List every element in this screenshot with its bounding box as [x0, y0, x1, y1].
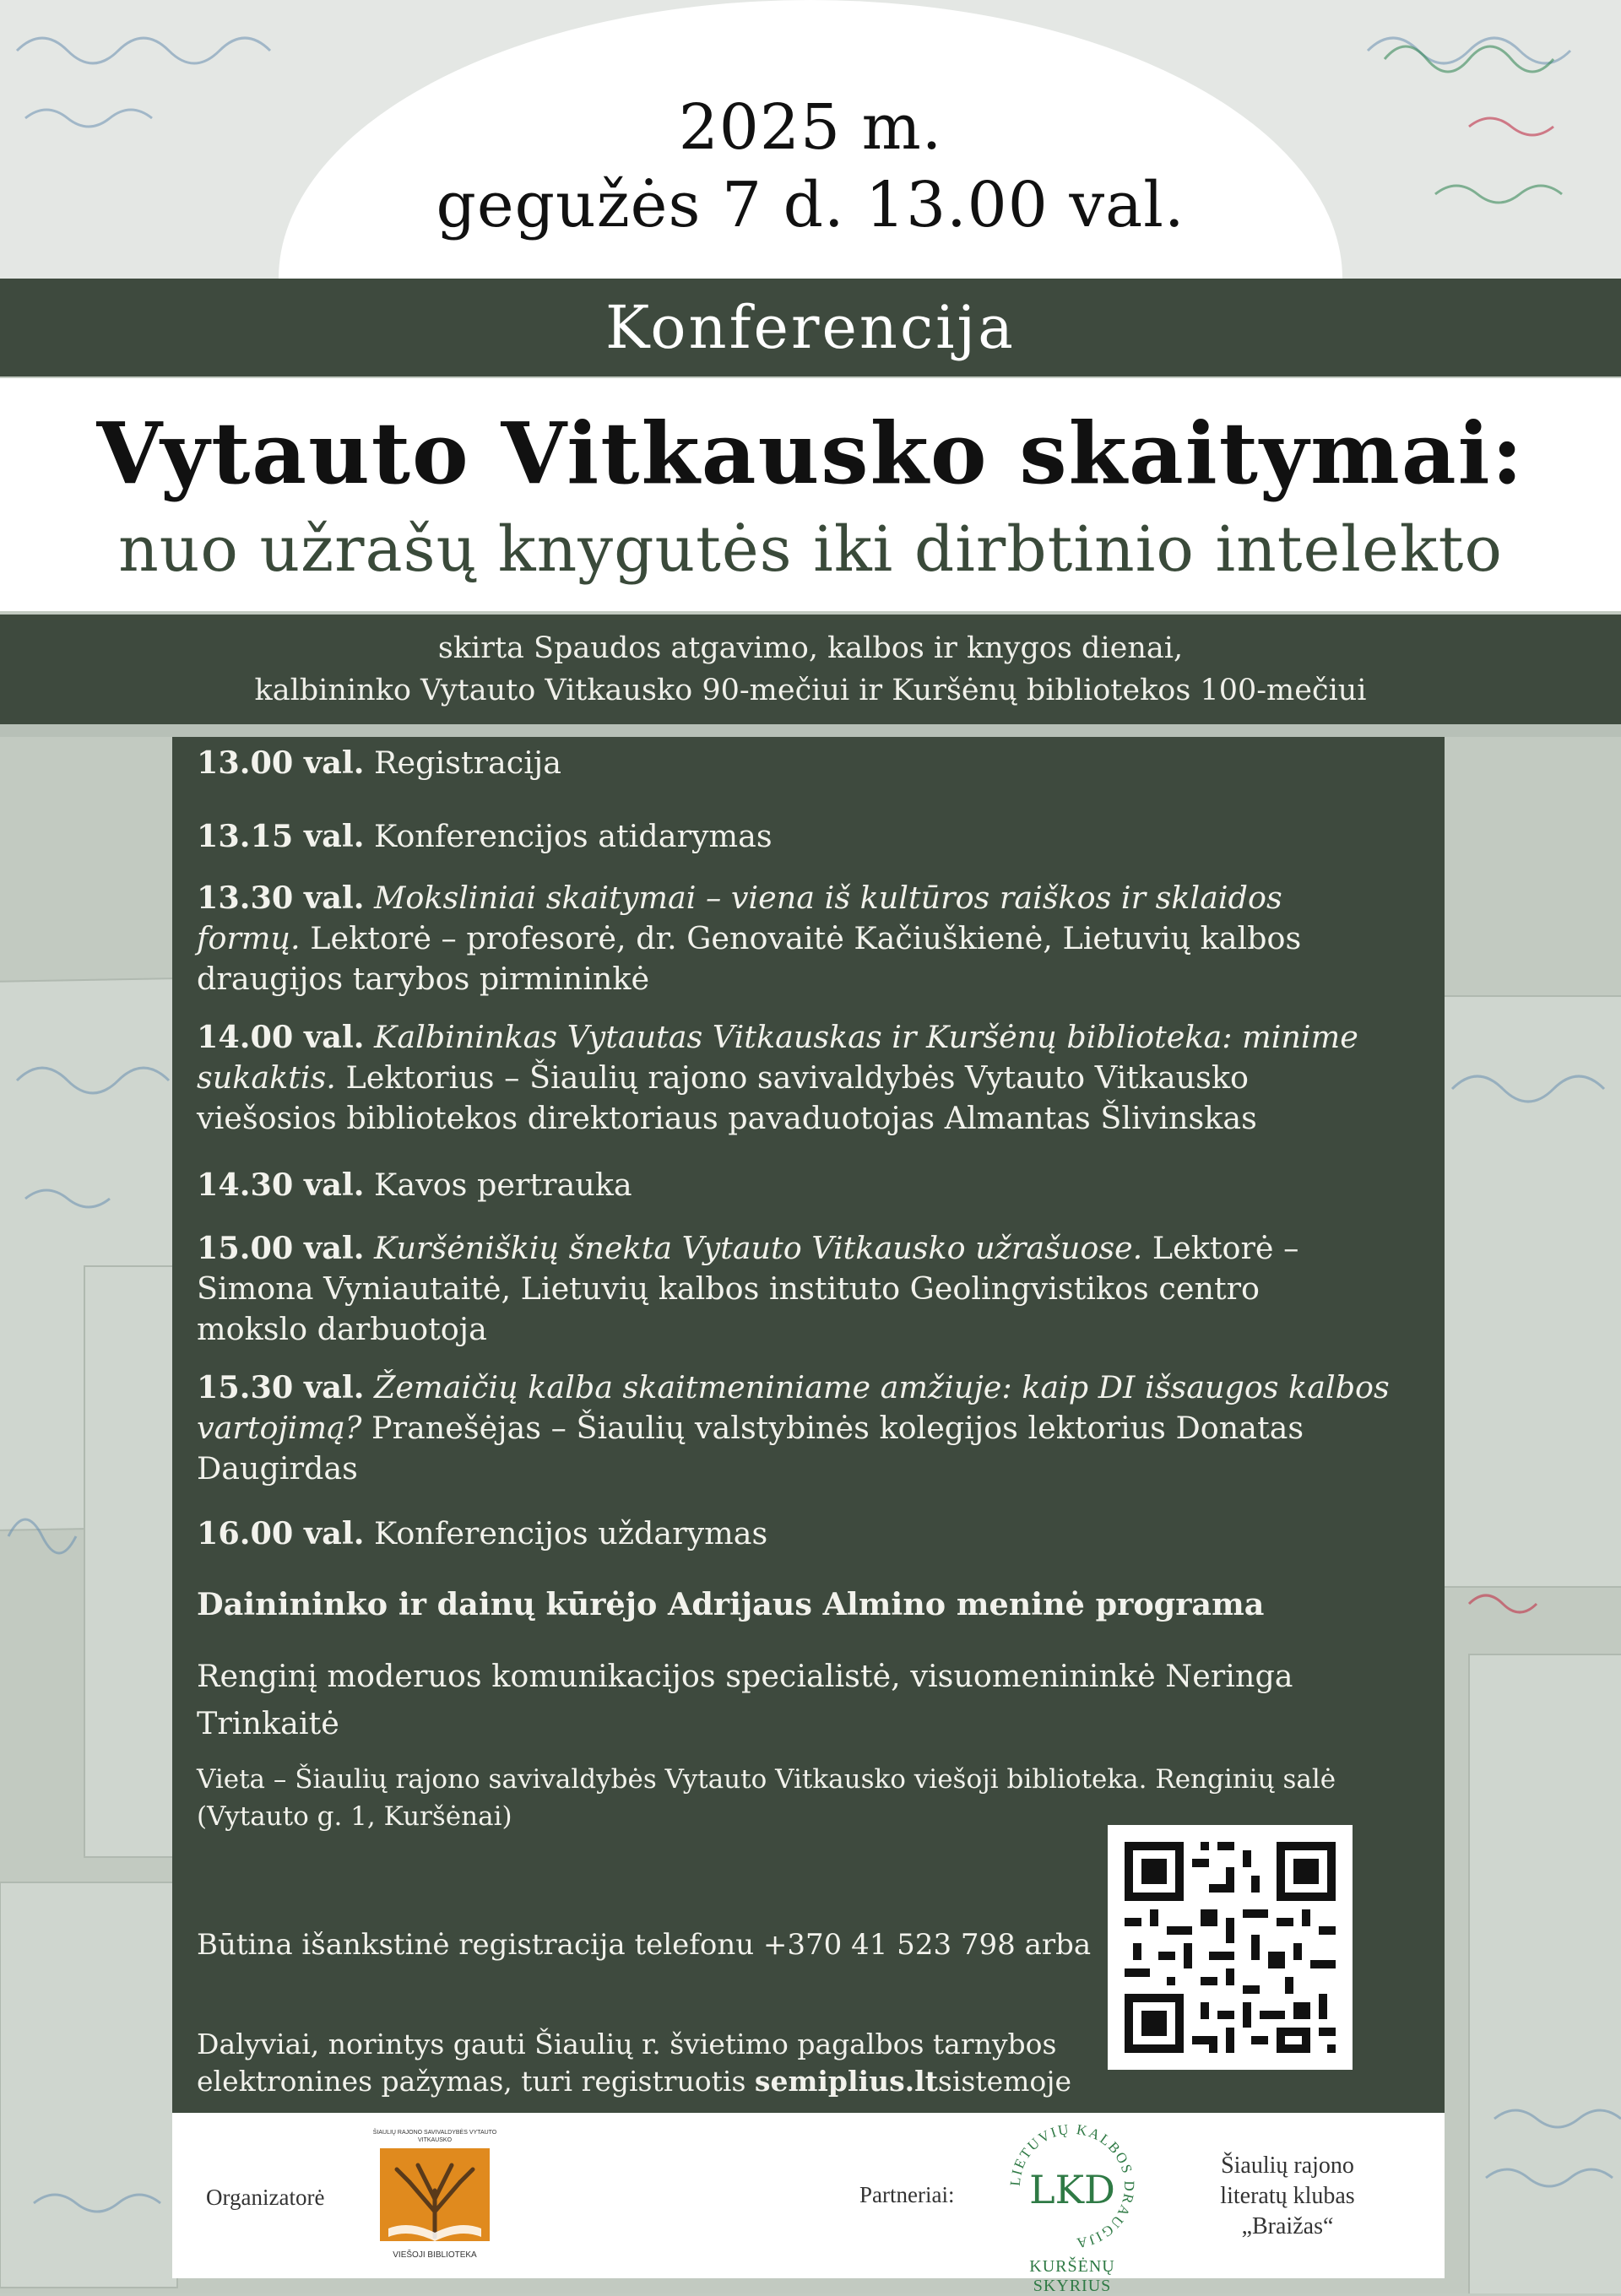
- moderator-line: Renginį moderuos komunikacijos specialistė, visuomenininkė Neringa: [197, 1658, 1293, 1694]
- program-text: Konferencijos uždarymas: [374, 1515, 768, 1551]
- program-item: [197, 878, 1412, 999]
- program-item: [197, 743, 1412, 783]
- venue-line: (Vytauto g. 1, Kuršėnai): [197, 1801, 512, 1832]
- lecturer: Lektorius – Šiaulių rajono savivaldybės Vytauto Vitkausko: [345, 1059, 1250, 1096]
- lecture-title: Žemaičių kalba skaitmeniniame amžiuje: kaip DI išsaugos kalbos: [374, 1369, 1390, 1405]
- venue-line: Vieta – Šiaulių rajono savivaldybės Vytauto Vitkausko viešoji biblioteka. Renginių salė: [197, 1764, 1336, 1795]
- dedication-band: [0, 615, 1621, 724]
- partners-label: Partneriai:: [859, 2182, 955, 2207]
- program-time: 14.00 val.: [197, 1019, 365, 1055]
- lecturer: Pranešėjas – Šiaulių valstybinės kolegijos lektorius Donatas: [371, 1410, 1304, 1446]
- program-time: 13.00 val.: [197, 745, 365, 781]
- venue: [197, 1761, 1412, 1835]
- artist-program: Dainininko ir dainų kūrėjo Adrijaus Almino meninė programa: [197, 1586, 1265, 1622]
- club-line: „Braižas“: [1241, 2213, 1334, 2239]
- lecturer: draugijos tarybos pirmininkė: [197, 961, 650, 997]
- certificate-line: sistemoje: [937, 2065, 1072, 2098]
- lecturer: Lektorė –: [1152, 1230, 1299, 1266]
- certificate-line: Dalyviai, norintys gauti Šiaulių r. švietimo pagalbos tarnybos: [197, 2028, 1057, 2060]
- lkd-branch: KURŠĖNŲ SKYRIUS: [1029, 2257, 1115, 2295]
- event-year: 2025 m.: [678, 91, 943, 164]
- certificate-line: elektronines pažymas, turi registruotis: [197, 2065, 746, 2098]
- program-item: [197, 1514, 1412, 1554]
- program-time: 13.15 val.: [197, 818, 365, 854]
- event-type-band: [0, 279, 1621, 376]
- library-logo: [371, 2129, 498, 2272]
- lecture-title: Moksliniai skaitymai – viena iš kultūros raiškos ir sklaidos: [374, 880, 1282, 916]
- lecturer: Simona Vyniautaitė, Lietuvių kalbos instituto Geolingvistikos centro: [197, 1270, 1260, 1307]
- program-time: 16.00 val.: [197, 1515, 365, 1551]
- dedication-line-1: skirta Spaudos atgavimo, kalbos ir knygos dienai,: [437, 631, 1184, 665]
- semiplius-link[interactable]: semiplius.lt: [754, 2065, 938, 2098]
- lecturer: Daugirdas: [197, 1450, 358, 1486]
- club-line: Šiaulių rajono: [1221, 2152, 1354, 2179]
- lecturer: viešosios bibliotekos direktoriaus pavaduotojas Almantas Šlivinskas: [197, 1100, 1257, 1136]
- program-item: [197, 816, 1412, 857]
- lecture-title: Kuršėniškių šnekta Vytauto Vitkausko užrašuose.: [374, 1230, 1143, 1266]
- event-type: Konferencija: [605, 293, 1016, 362]
- page-title: Vytauto Vitkausko skaitymai:: [96, 403, 1525, 503]
- organizer-label: Organizatorė: [206, 2185, 325, 2210]
- program-item: [197, 1017, 1412, 1139]
- literary-club: [1186, 2151, 1389, 2242]
- program-item: [197, 1165, 1412, 1205]
- event-datetime: gegužės 7 d. 13.00 val.: [436, 169, 1185, 241]
- book-tree-icon: [371, 2144, 498, 2245]
- lecturer: Lektorė – profesorė, dr. Genovaitė Kačiuškienė, Lietuvių kalbos: [310, 920, 1302, 956]
- registration-qr-code[interactable]: [1108, 1825, 1353, 2070]
- lecturer: mokslo darbuotoja: [197, 1311, 487, 1347]
- lkd-logo: [1005, 2119, 1140, 2295]
- lecture-title: formų.: [197, 920, 301, 956]
- lecture-title: Kalbininkas Vytautas Vitkauskas ir Kuršėnų biblioteka: minime: [374, 1019, 1358, 1055]
- qr-code-icon: [1108, 1825, 1353, 2070]
- page-subtitle: nuo užrašų knygutės iki dirbtinio intelekto: [118, 513, 1503, 586]
- dedication-line-2: kalbininko Vytauto Vitkausko 90-mečiui ir Kuršėnų bibliotekos 100-mečiui: [254, 674, 1367, 707]
- library-logo-top: ŠIAULIŲ RAJONO SAVIVALDYBĖS VYTAUTO VITKAUSKO: [372, 2130, 497, 2143]
- program-text: Konferencijos atidarymas: [374, 818, 773, 854]
- registration-note: Būtina išankstinė registracija telefonu +370 41 523 798 arba: [197, 1928, 1092, 1962]
- program-item: [197, 1228, 1412, 1350]
- program-text: Registracija: [374, 745, 561, 781]
- lkd-ring-text: LIETUVIŲ KALBOS DRAUGIJA: [1006, 2120, 1138, 2252]
- program-time: 15.00 val.: [197, 1230, 365, 1266]
- program-text: Kavos pertrauka: [374, 1167, 632, 1203]
- certificate-note: [197, 2026, 1092, 2100]
- program-time: 15.30 val.: [197, 1369, 365, 1405]
- lecture-title: vartojimą?: [197, 1410, 362, 1446]
- lkd-seal-icon: [1005, 2119, 1140, 2254]
- moderator: [197, 1653, 1412, 1747]
- program-time: 14.30 val.: [197, 1167, 365, 1203]
- lecture-title: sukaktis.: [197, 1059, 336, 1096]
- moderator-line: Trinkaitė: [197, 1705, 339, 1741]
- library-logo-bottom: VIEŠOJI BIBLIOTEKA: [393, 2250, 477, 2260]
- lkd-monogram: LKD: [1029, 2167, 1115, 2212]
- program-item: [197, 1367, 1412, 1489]
- club-line: literatų klubas: [1220, 2183, 1355, 2209]
- program-time: 13.30 val.: [197, 880, 365, 916]
